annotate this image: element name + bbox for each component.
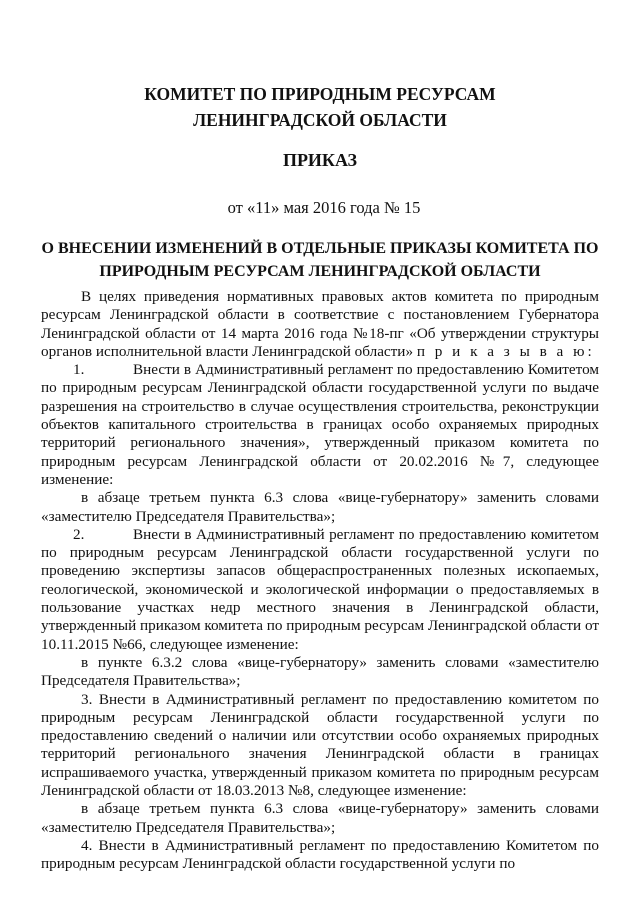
document-type: ПРИКАЗ [282, 150, 358, 170]
item-2-paragraph [41, 526, 599, 654]
document-date-number: от «11» мая 2016 года № 15 [227, 198, 421, 217]
item-4-number: 4. [81, 836, 93, 854]
decree-word: п р и к а з ы в а ю: [416, 342, 595, 360]
item-1-number: 1. [73, 361, 85, 379]
item-1-text: Внести в Административный регламент по предоставлению Комитетом по природным ресурсам Ленинградской области государственной услуги по выдаче разрешения на строительство в случае осуществления строительства, реконструкции объектов капитального строительства в границах особо охраняемых природных территорий регионального значения», утвержденный приказом комитета по природным ресурсам Ленинградской области от 20.02.2016 №7, следующее изменение: [41, 361, 599, 488]
preamble-paragraph [41, 288, 599, 361]
item-3-change: в абзаце третьем пункта 6.3 слова «вице-губернатору» заменить словами «заместителю Председателя Правительства»; [41, 800, 599, 836]
organization-name-line-2: ЛЕНИНГРАДСКОЙ ОБЛАСТИ [193, 110, 447, 130]
preamble-text: В целях приведения нормативных правовых актов комитета по природным ресурсам Ленинградской области в соответствие с постановлением Губернатора Ленинградской области от 14 марта 2016 года №18-пг «Об утверждении структуры органов исполнительной власти Ленинградской области» [41, 288, 599, 360]
document-subject-line-2: ПРИРОДНЫМ РЕСУРСАМ ЛЕНИНГРАДСКОЙ ОБЛАСТИ [99, 263, 541, 280]
item-4-text: Внести в Административный регламент по предоставлению Комитетом по природным ресурсам Ленинградской области государственной услуги по [41, 836, 599, 873]
item-3-paragraph [41, 691, 599, 801]
item-2-number: 2. [73, 525, 85, 543]
item-3-number: 3. [81, 690, 93, 708]
document-subject [40, 237, 600, 283]
item-2-text: Внести в Административный регламент по предоставлению комитетом по природным ресурсам Ленинградской области государственной услуги по проведению экспертизы запасов общераспространенных полезных ископаемых, геологической, экономической и экологической информации о предоставляемых в пользование участках недр местного значения в Ленинградской области, утвержденный приказом комитета по природным ресурсам Ленинградской области от 10.11.2015 №66, следующее изменение: [41, 525, 599, 653]
item-1-change: в абзаце третьем пункта 6.3 слова «вице-губернатору» заменить словами «заместителю Председателя Правительства»; [41, 489, 599, 525]
item-4-paragraph [41, 837, 599, 874]
item-2-change: в пункте 6.3.2 слова «вице-губернатору» заменить словами «заместителю Председателя Правительства»; [41, 653, 599, 690]
organization-name-line-1: КОМИТЕТ ПО ПРИРОДНЫМ РЕСУРСАМ [144, 84, 496, 104]
item-1-paragraph [41, 361, 599, 489]
document-body [41, 288, 599, 874]
organization-name [0, 81, 640, 133]
document-subject-line-1: О ВНЕСЕНИИ ИЗМЕНЕНИЙ В ОТДЕЛЬНЫЕ ПРИКАЗЫ КОМИТЕТА ПО [41, 240, 599, 257]
item-3-text: Внести в Административный регламент по предоставлению комитетом по природным ресурсам Ленинградской области государственной услуги по предоставлению сведений о наличии или отсутствии особо охраняемых природных территорий регионального значения Ленинградской области в границах испрашиваемого участка, утвержденный приказом комитета по природным ресурсам Ленинградской области от 18.03.2013 №8, следующее изменение: [41, 690, 599, 800]
